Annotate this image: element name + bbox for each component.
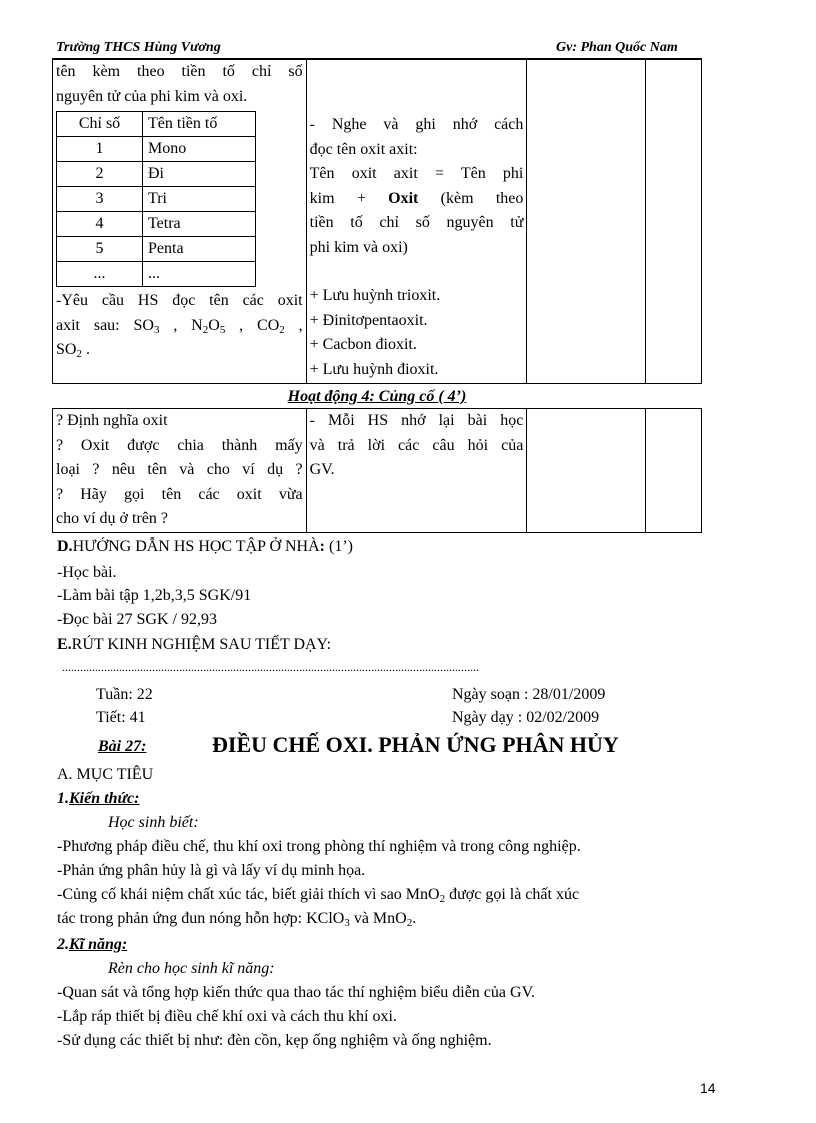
activity-4-table [52, 408, 702, 533]
notes-dotted-line: ........................................................................................................................................... [62, 660, 479, 674]
prefix-index: 2 [57, 162, 143, 187]
student-text-line: kim + Oxit (kèm theo [309, 189, 524, 207]
prefix-name: Đi [143, 162, 256, 187]
student-text-line: đọc tên oxit axit: [309, 140, 418, 158]
section-e-heading: E.RÚT KINH NGHIỆM SAU TIẾT DẠY: [57, 636, 332, 653]
student-text-line: phi kim và oxi) [309, 238, 408, 256]
teacher-request-line: -Yêu cầu HS đọc tên các oxit [56, 292, 303, 309]
skills-heading: 2.Kĩ năng: [57, 936, 128, 953]
homework-item: -Đọc bài 27 SGK / 92,93 [57, 611, 217, 628]
prefix-index: 5 [57, 237, 143, 262]
section-a-heading: A. MỤC TIÊU [57, 766, 154, 783]
question-line: loại ? nêu tên và cho ví dụ ? [56, 461, 303, 478]
student-answer: + Đinitơpentaoxit. [309, 311, 428, 329]
student-response-line: và trả lời các câu hỏi của [309, 436, 524, 454]
prefix-name: Mono [143, 137, 256, 162]
header-prefix: Tên tiền tố [143, 112, 256, 137]
knowledge-item: -Phương pháp điều chế, thu khí oxi trong phòng thí nghiệm và trong công nghiệp. [57, 838, 581, 855]
prefix-name: ... [143, 262, 256, 287]
knowledge-item: -Phản ứng phân hủy là gì và lấy ví dụ minh họa. [57, 862, 366, 879]
question-line: cho ví dụ ở trên ? [56, 510, 168, 527]
page-number: 14 [700, 1080, 716, 1096]
skills-item: -Quan sát và tổng hợp kiến thức qua thao tác thí nghiệm biểu diễn của GV. [57, 984, 536, 1001]
empty-cell [646, 60, 702, 384]
prefix-index: ... [57, 262, 143, 287]
week-label: Tuần: 22 [96, 686, 153, 703]
student-response-line: GV. [309, 461, 335, 478]
question-line: ? Oxit được chia thành mấy [56, 436, 303, 454]
lesson-number: Bài 27: [98, 738, 147, 755]
school-name: Trường THCS Hùng Vương [56, 40, 221, 55]
teacher-text-line: nguyên tử của phi kim và oxi. [56, 87, 248, 105]
student-answer: + Lưu huỳnh trioxit. [309, 287, 441, 304]
student-text-line: Tên oxit axit = Tên phi [309, 165, 524, 182]
prefix-row [57, 262, 256, 287]
prefix-index: 1 [57, 137, 143, 162]
teach-date: Ngày dạy : 02/02/2009 [452, 709, 600, 726]
teacher-text-line: tên kèm theo tiền tố chỉ số [56, 63, 303, 80]
homework-item: -Học bài. [57, 564, 117, 581]
knowledge-item-continuation: tác trong phản ứng đun nóng hỗn hợp: KClO$_3$ và MnO$_2$. [57, 910, 417, 929]
skills-item: -Lắp ráp thiết bị điều chế khí oxi và cách thu khí oxi. [57, 1008, 397, 1025]
knowledge-intro: Học sinh biết: [108, 814, 199, 831]
teacher-request-formulas: axit sau: $SO_3$ , $N_2O_5$ , $CO_2$ , [56, 316, 303, 336]
knowledge-heading: 1.Kiến thức: [57, 790, 140, 807]
prefix-name: Penta [143, 237, 256, 262]
student-answer: + Cacbon đioxit. [309, 336, 417, 353]
skills-intro: Rèn cho học sinh kĩ năng: [108, 960, 275, 977]
prefix-row [57, 212, 256, 237]
teacher-name: Gv: Phan Quốc Nam [556, 40, 678, 55]
teacher-request-formula-end: $SO_2$ . [56, 341, 90, 360]
prefix-name: Tetra [143, 212, 256, 237]
empty-cell [527, 409, 646, 533]
header-index: Chỉ số [57, 112, 143, 137]
activity-4-title: Hoạt động 4: Củng cố ( 4’) [287, 388, 467, 405]
prefix-row [57, 137, 256, 162]
prefix-table [56, 111, 256, 287]
question-line: ? Định nghĩa oxit [56, 412, 168, 429]
prefix-index: 3 [57, 187, 143, 212]
period-label: Tiết: 41 [96, 709, 146, 726]
lesson-table-continuation [52, 59, 702, 384]
section-d-heading: D.HƯỚNG DẪN HS HỌC TẬP Ở NHÀ: (1’) [57, 538, 353, 555]
student-response-line: - Mỗi HS nhớ lại bài học [309, 412, 524, 429]
question-line: ? Hãy gọi tên các oxit vừa [56, 485, 303, 503]
homework-item: -Làm bài tập 1,2b,3,5 SGK/91 [57, 587, 252, 604]
empty-cell [527, 60, 646, 384]
student-answer: + Lưu huỳnh đioxit. [309, 360, 439, 378]
prefix-row [57, 187, 256, 212]
knowledge-item: -Củng cố khái niệm chất xúc tác, biết giải thích vì sao MnO$_2$ được gọi là chất xúc [57, 886, 580, 905]
skills-item: -Sử dụng các thiết bị như: đèn cồn, kẹp ống nghiệm và ống nghiệm. [57, 1032, 492, 1049]
prefix-name: Tri [143, 187, 256, 212]
empty-cell [646, 409, 702, 533]
prep-date: Ngày soạn : 28/01/2009 [452, 686, 606, 703]
student-text-line: tiền tố chỉ số nguyên tử [309, 214, 524, 231]
lesson-title: ĐIỀU CHẾ OXI. PHẢN ỨNG PHÂN HỦY [212, 732, 619, 757]
prefix-table-header [57, 112, 256, 137]
prefix-row [57, 162, 256, 187]
student-text-line: - Nghe và ghi nhớ cách [309, 116, 524, 133]
prefix-index: 4 [57, 212, 143, 237]
prefix-row [57, 237, 256, 262]
